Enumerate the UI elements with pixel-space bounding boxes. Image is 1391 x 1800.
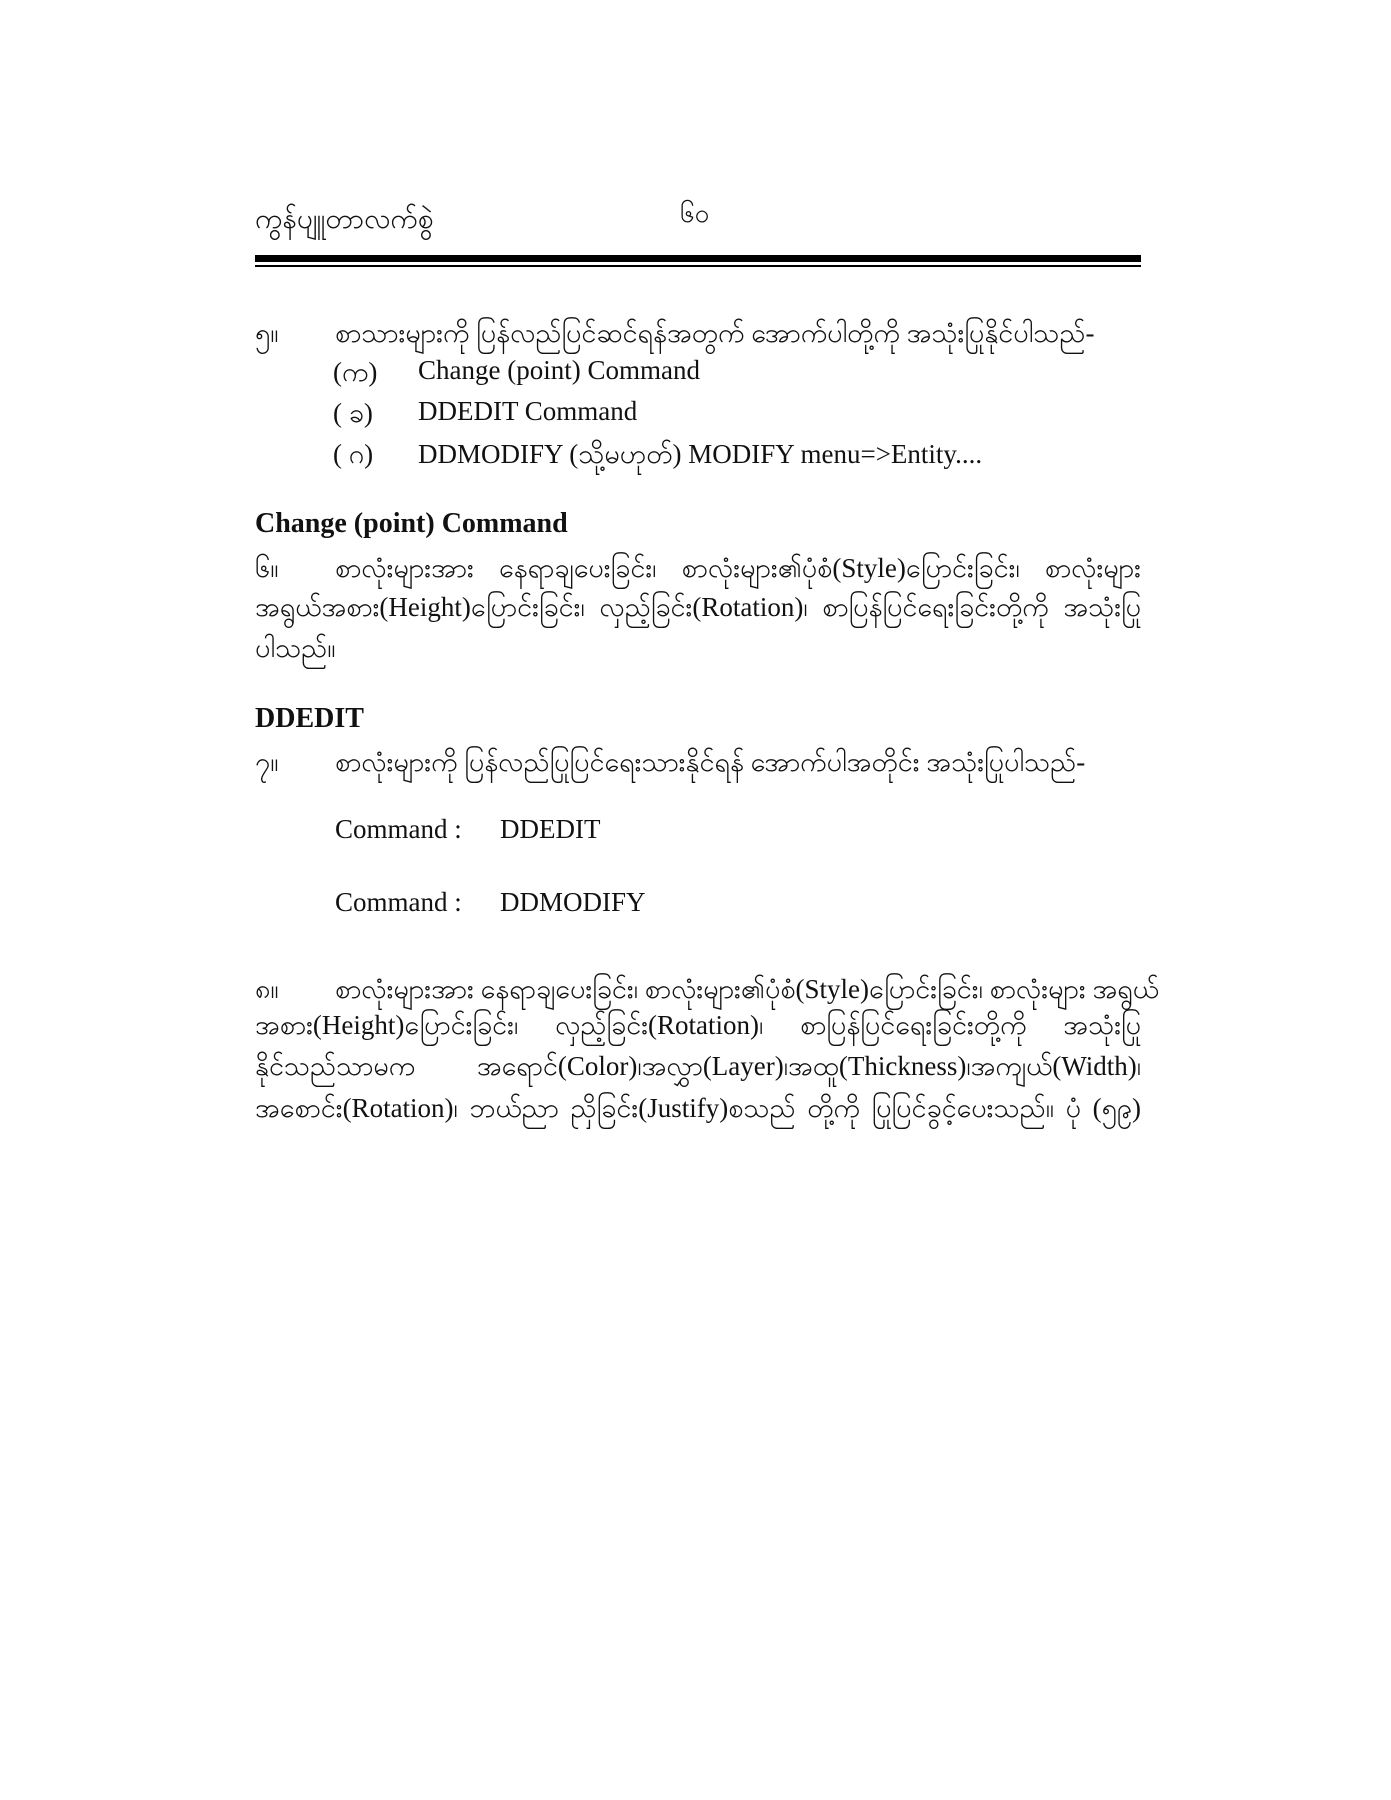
paragraph-line: စာလုံးများအား နေရာချပေးခြင်း၊ စာလုံးများ၏ပုံစံ(Style)ပြောင်းခြင်း၊ စာလုံးများ အရွယ် bbox=[335, 974, 1160, 1004]
paragraph-number: ၅။ bbox=[255, 318, 279, 348]
list-item-marker: (က) bbox=[333, 357, 378, 387]
paragraph-line: အစား(Height)ပြောင်းခြင်း၊ လှည့်ခြင်း(Rotation)၊ စာပြန်ပြင်ရေးခြင်းတို့ကို အသုံးပြု bbox=[255, 1010, 1141, 1040]
paragraph-line: အစောင်း(Rotation)၊ ဘယ်ညာ ညှိခြင်း(Justify)စသည် တို့ကို ပြုပြင်ခွင့်ပေးသည်။ ပုံ (၅၉) bbox=[255, 1093, 1141, 1123]
running-title: ကွန်ပျူတာလက်စွဲ bbox=[255, 204, 434, 235]
command-value: DDMODIFY bbox=[500, 887, 646, 917]
list-item-text: DDEDIT Command bbox=[418, 396, 638, 426]
list-item-text: DDMODIFY (သို့မဟုတ်) MODIFY menu=>Entity.... bbox=[418, 439, 983, 469]
header-rule-thick bbox=[255, 255, 1141, 262]
command-value: DDEDIT bbox=[500, 814, 601, 844]
page-number: ၆၀ bbox=[680, 199, 710, 228]
paragraph-line: အရွယ်အစား(Height)ပြောင်းခြင်း၊ လှည့်ခြင်း(Rotation)၊ စာပြန်ပြင်ရေးခြင်းတို့ကို အသုံးပြု bbox=[255, 592, 1141, 622]
paragraph-line: နိုင်သည်သာမက အရောင်(Color)၊အလွှာ(Layer)၊အထူ(Thickness)၊အကျယ်(Width)၊ bbox=[255, 1051, 1141, 1081]
section-heading-change: Change (point) Command bbox=[255, 508, 568, 539]
paragraph-text: စာသားများကို ပြန်လည်ပြင်ဆင်ရန်အတွက် အောက်ပါတို့ကို အသုံးပြုနိုင်ပါသည်- bbox=[335, 318, 1095, 348]
paragraph-number: ၆။ bbox=[255, 553, 279, 583]
section-heading-ddedit: DDEDIT bbox=[255, 703, 364, 734]
command-label: Command : bbox=[335, 814, 462, 844]
paragraph-number: ၈။ bbox=[255, 974, 279, 1004]
list-item-marker: ( ခ) bbox=[333, 398, 373, 428]
paragraph-text: စာလုံးများကို ပြန်လည်ပြုပြင်ရေးသားနိုင်ရန် အောက်ပါအတိုင်း အသုံးပြုပါသည်- bbox=[335, 747, 1086, 777]
header-rule-thin bbox=[255, 265, 1141, 267]
command-label: Command : bbox=[335, 887, 462, 917]
paragraph-number: ၇။ bbox=[255, 747, 279, 777]
list-item-marker: ( ဂ) bbox=[333, 439, 374, 469]
list-item-text: Change (point) Command bbox=[418, 355, 700, 385]
paragraph-line: ပါသည်။ bbox=[255, 633, 336, 663]
paragraph-line: စာလုံးများအား နေရာချပေးခြင်း၊ စာလုံးများ၏ပုံစံ(Style)ပြောင်းခြင်း၊ စာလုံးများ bbox=[335, 553, 1141, 583]
